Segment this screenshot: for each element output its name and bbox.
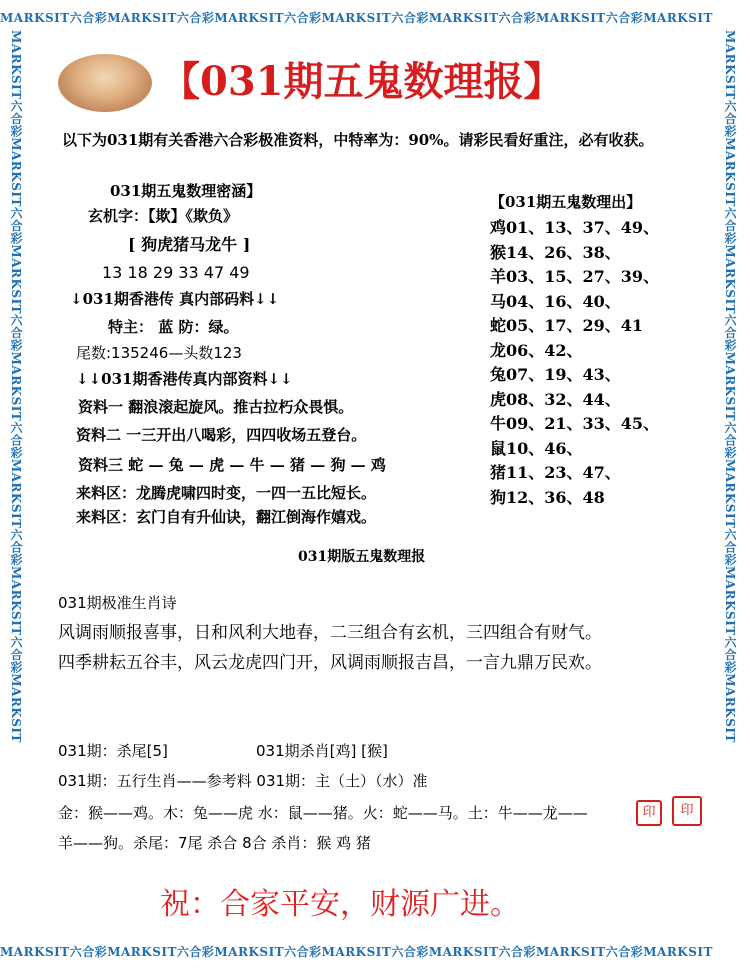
kill-zodiac: 031期杀肖[鸡] [猴] bbox=[256, 742, 388, 760]
list-item: 兔07、19、43、 bbox=[490, 365, 621, 384]
poem-line-2: 四季耕耘五谷丰，风云龙虎四门开，风调雨顺报吉昌，一言九鼎万民欢。 bbox=[58, 653, 602, 673]
list-item: 牛09、21、33、45、 bbox=[490, 414, 660, 433]
blessing-text: 祝：合家平安，财源广进。 bbox=[160, 887, 520, 922]
info3-line: 资料三 蛇 — 兔 — 虎 — 牛 — 猪 — 狗 — 鸡 bbox=[78, 456, 386, 474]
list-item: 龙06、42、 bbox=[490, 340, 583, 360]
edition-title: 031期版五鬼数理报 bbox=[298, 549, 426, 565]
poem-line-1: 风调雨顺报喜事，日和风利大地春，二三组合有玄机，三四组合有财气。 bbox=[58, 623, 602, 643]
intro-text: 以下为031期有关香港六合彩极准资料，中特率为：90%。请彩民看好重注，必有收获。 bbox=[62, 131, 654, 149]
zodiac-line: [ 狗虎猪马龙牛 ] bbox=[128, 235, 251, 254]
page-title: 【031期五鬼数理报】 bbox=[160, 58, 564, 105]
kill-tail: 031期：杀尾[5] bbox=[58, 742, 168, 760]
elements-line-2: 羊——狗。杀尾：7尾 杀合 8合 杀肖：猴 鸡 猪 bbox=[58, 834, 371, 852]
list-item: 猪11、23、47、 bbox=[490, 463, 621, 482]
list-item: 马04、16、40、 bbox=[490, 291, 621, 311]
xuanji-line: 玄机字：【欺】《欺负》 bbox=[88, 207, 239, 225]
source1-line: 来料区：龙腾虎啸四时变，一四一五比短长。 bbox=[76, 484, 377, 502]
list-item: 狗12、36、48 bbox=[490, 487, 605, 507]
red-seal-icon: 印 bbox=[636, 800, 662, 826]
source2-line: 来料区：玄门自有升仙诀，翻江倒海作嬉戏。 bbox=[76, 508, 377, 526]
special-line: 特主： 蓝 防：绿。 bbox=[108, 318, 239, 336]
border-left: MARKSIT六合彩MARKSIT六合彩MARKSIT六合彩MARKSIT六合彩MARKSIT六合彩MARKSIT六合彩MARKSIT bbox=[9, 30, 23, 743]
insider-info-line: ↓↓031期香港传真内部资料↓↓ bbox=[76, 370, 293, 388]
info2-line: 资料二 一三开出八喝彩，四四收场五登台。 bbox=[76, 426, 367, 444]
border-bottom: MARKSIT六合彩MARKSIT六合彩MARKSIT六合彩MARKSIT六合彩MARKSIT六合彩MARKSIT六合彩MARKSIT bbox=[0, 945, 713, 959]
list-item: 鼠10、46、 bbox=[490, 438, 583, 458]
tails-line: 尾数:135246—头数123 bbox=[76, 344, 242, 362]
info1-line: 资料一 翻浪滚起旋风。推古拉朽众畏惧。 bbox=[78, 398, 354, 416]
insider-code-line: ↓031期香港传 真内部码料↓↓ bbox=[70, 290, 280, 308]
list-item: 羊03、15、27、39、 bbox=[490, 267, 660, 286]
five-elements-heading: 031期：五行生肖——参考料 031期：主（土）（水）准 bbox=[58, 772, 428, 790]
zodiac-number-list bbox=[490, 188, 710, 510]
list-item: 蛇05、17、29、41 bbox=[490, 316, 644, 335]
border-top: MARKSIT六合彩MARKSIT六合彩MARKSIT六合彩MARKSIT六合彩MARKSIT六合彩MARKSIT六合彩MARKSIT bbox=[0, 11, 713, 25]
poem-heading: 031期极准生肖诗 bbox=[58, 594, 177, 612]
left-heading: 031期五鬼数理密涵】 bbox=[110, 182, 262, 200]
border-right: MARKSIT六合彩MARKSIT六合彩MARKSIT六合彩MARKSIT六合彩MARKSIT六合彩MARKSIT六合彩MARKSIT bbox=[723, 30, 737, 743]
elements-line-1: 金：猴——鸡。木：兔——虎 水：鼠——猪。火：蛇——马。土：牛——龙—— bbox=[58, 804, 588, 822]
list-item: 猴14、26、38、 bbox=[490, 242, 621, 262]
list-item: 鸡01、13、37、49、 bbox=[490, 218, 660, 237]
red-seal-icon: 印 bbox=[672, 796, 702, 826]
right-heading: 【031期五鬼数理出】 bbox=[490, 193, 642, 211]
list-item: 虎08、32、44、 bbox=[490, 389, 621, 409]
portrait-image bbox=[58, 54, 152, 112]
numbers-line: 13 18 29 33 47 49 bbox=[102, 263, 250, 282]
